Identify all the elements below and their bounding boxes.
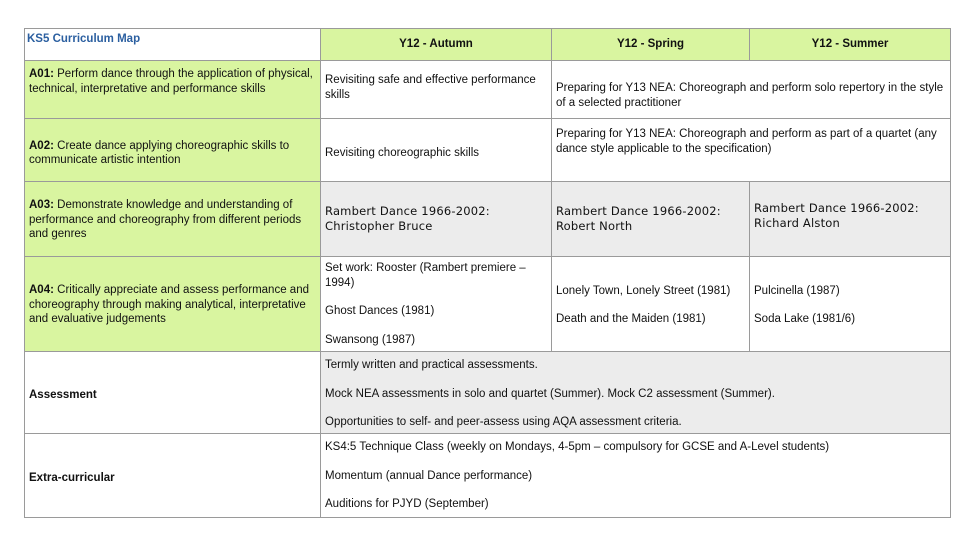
objective-row-a01 — [25, 61, 951, 119]
extracurricular-label: Extra-curricular — [25, 434, 321, 518]
spring-a04-item: Death and the Maiden (1981) — [556, 312, 706, 325]
spring-summer-a01: Preparing for Y13 NEA: Choreograph and perform solo repertory in the style of a selected practitioner — [552, 61, 951, 119]
assessment-line: Opportunities to self- and peer-assess using AQA assessment criteria. — [325, 416, 682, 428]
extracurricular-line: Momentum (annual Dance performance) — [325, 469, 533, 482]
autumn-a04-item: Ghost Dances (1981) — [325, 305, 435, 317]
spring-a03: Rambert Dance 1966-2002: Robert North — [552, 182, 750, 257]
objective-code: A02: — [29, 139, 54, 152]
summer-a04-item: Pulcinella (1987) — [754, 285, 840, 297]
assessment-line: Mock NEA assessments in solo and quartet (Summer). Mock C2 assessment (Summer). — [325, 387, 775, 400]
objective-text: Create dance applying choreographic skills to communicate artistic intention — [29, 139, 290, 166]
column-header-autumn: Y12 - Autumn — [321, 29, 552, 61]
column-header-summer: Y12 - Summer — [750, 29, 951, 61]
autumn-a01: Revisiting safe and effective performance skills — [321, 61, 552, 119]
assessment-details — [321, 352, 951, 434]
objective-row-a03 — [25, 182, 951, 257]
objective-a03 — [25, 182, 321, 257]
autumn-a02: Revisiting choreographic skills — [321, 119, 552, 182]
header-row — [25, 29, 951, 61]
objective-text: Demonstrate knowledge and understanding of performance and choreography from different periods and genres — [29, 199, 302, 240]
objective-a02 — [25, 119, 321, 182]
summer-a04-item: Soda Lake (1981/6) — [754, 312, 856, 325]
objective-code: A03: — [29, 199, 54, 211]
page-title: KS5 Curriculum Map — [25, 29, 321, 61]
objective-a01 — [25, 61, 321, 119]
assessment-label: Assessment — [25, 352, 321, 434]
spring-a04 — [552, 257, 750, 352]
assessment-row — [25, 352, 951, 434]
objective-row-a04 — [25, 257, 951, 352]
extracurricular-line: Auditions for PJYD (September) — [325, 498, 489, 510]
assessment-line: Termly written and practical assessments. — [325, 359, 538, 371]
autumn-a04-item: Set work: Rooster (Rambert premiere – 1994) — [325, 262, 526, 289]
curriculum-map-table — [24, 28, 951, 518]
autumn-a03: Rambert Dance 1966-2002: Christopher Bruce — [321, 182, 552, 257]
extracurricular-row — [25, 434, 951, 518]
summer-a03: Rambert Dance 1966-2002: Richard Alston — [750, 182, 951, 257]
extracurricular-line: KS4:5 Technique Class (weekly on Mondays, 4-5pm – compulsory for GCSE and A-Level students) — [325, 441, 830, 453]
objective-code: A04: — [29, 284, 54, 296]
objective-text: Perform dance through the application of physical, technical, interpretative and performance skills — [29, 68, 313, 95]
spring-a04-item: Lonely Town, Lonely Street (1981) — [556, 285, 731, 297]
autumn-a04 — [321, 257, 552, 352]
extracurricular-details — [321, 434, 951, 518]
objective-text: Critically appreciate and assess performance and choreography through making analytical, interpretative and evaluative judgements — [29, 284, 309, 325]
summer-a04 — [750, 257, 951, 352]
column-header-spring: Y12 - Spring — [552, 29, 750, 61]
autumn-a04-item: Swansong (1987) — [325, 333, 416, 346]
spring-summer-a02: Preparing for Y13 NEA: Choreograph and perform as part of a quartet (any dance style applicable to the specification) — [552, 119, 951, 182]
objective-a04 — [25, 257, 321, 352]
objective-row-a02 — [25, 119, 951, 182]
objective-code: A01: — [29, 68, 54, 80]
